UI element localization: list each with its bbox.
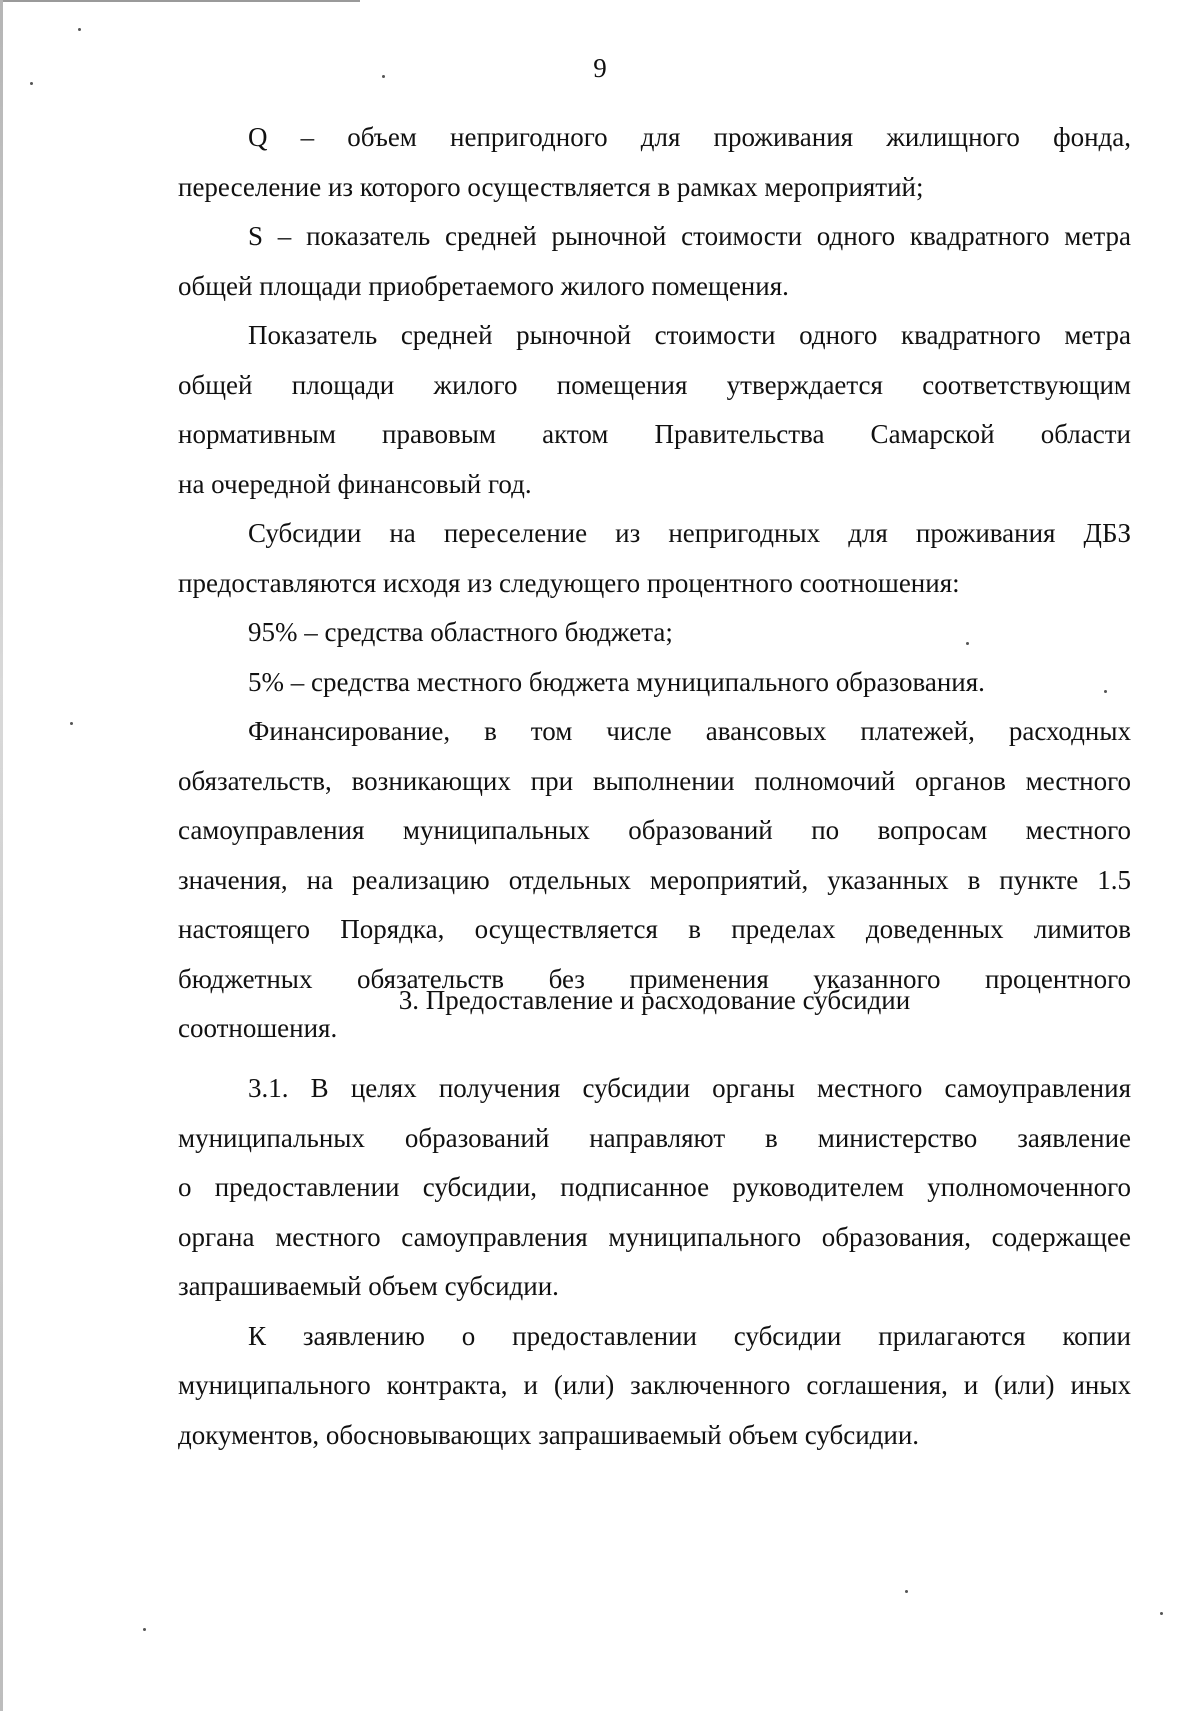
paragraph-price-indicator-line: Показатель средней рыночной стоимости одного квадратного метра: [248, 320, 1131, 350]
paragraph-attachments-line: документов, обосновывающих запрашиваемый объем субсидии.: [178, 1419, 920, 1450]
scan-speck: [143, 1628, 146, 1631]
section-heading: 3. Предоставление и расходование субсидии: [398, 985, 911, 1015]
paragraph-attachments-line: К заявлению о предоставлении субсидии прилагаются копии: [248, 1320, 1131, 1351]
paragraph-3-1-line: запрашиваемый объем субсидии.: [178, 1271, 559, 1301]
paragraph-3-1-line: 3.1. В целях получения субсидии органы местного самоуправления: [248, 1073, 1131, 1103]
paragraph-subsidy-ratio-line: предоставляются исходя из следующего процентного соотношения:: [178, 567, 960, 598]
paragraph-s-line: S – показатель средней рыночной стоимости одного квадратного метра: [248, 221, 1131, 251]
paragraph-3-1-line: о предоставлении субсидии, подписанное руководителем уполномоченного: [178, 1172, 1131, 1202]
scan-speck: [905, 1590, 908, 1593]
page-number: 9: [593, 53, 607, 83]
paragraph-3-1-line: муниципальных образований направляют в министерство заявление: [178, 1122, 1131, 1153]
paragraph-local-budget-share: 5% – средства местного бюджета муниципального образования.: [248, 666, 985, 697]
paragraph-financing-line: бюджетных обязательств без применения указанного процентного: [178, 963, 1131, 994]
paragraph-price-indicator-line: нормативным правовым актом Правительства Самарской области: [178, 419, 1131, 449]
scan-top-edge: [0, 0, 360, 2]
paragraph-s-line: общей площади приобретаемого жилого помещения.: [178, 270, 789, 301]
scan-left-edge: [0, 0, 3, 1711]
paragraph-financing-line: настоящего Порядка, осуществляется в пределах доведенных лимитов: [178, 914, 1131, 944]
paragraph-financing-line: значения, на реализацию отдельных мероприятий, указанных в пункте 1.5: [178, 864, 1131, 895]
paragraph-price-indicator-line: общей площади жилого помещения утверждается соответствующим: [178, 369, 1131, 400]
paragraph-regional-budget-share: 95% – средства областного бюджета;: [248, 617, 673, 647]
paragraph-financing-line: соотношения.: [178, 1013, 338, 1043]
paragraph-price-indicator-line: на очередной финансовый год.: [178, 468, 532, 499]
paragraph-financing-line: обязательств, возникающих при выполнении полномочий органов местного: [178, 765, 1131, 796]
paragraph-attachments-line: муниципального контракта, и (или) заключенного соглашения, и (или) иных: [178, 1370, 1131, 1400]
scan-speck: [70, 722, 73, 725]
scan-speck: [1160, 1612, 1163, 1615]
body-text-lower: [178, 1064, 1131, 1460]
paragraph-q-line: Q – объем непригодного для проживания жилищного фонда,: [248, 122, 1131, 152]
paragraph-financing-line: Финансирование, в том числе авансовых платежей, расходных: [248, 716, 1131, 746]
scan-speck: [78, 28, 81, 31]
body-text-upper: [178, 113, 1131, 1054]
paragraph-financing-line: самоуправления муниципальных образований по вопросам местного: [178, 815, 1131, 845]
paragraph-3-1-line: органа местного самоуправления муниципального образования, содержащее: [178, 1221, 1131, 1252]
paragraph-subsidy-ratio-line: Субсидии на переселение из непригодных для проживания ДБЗ: [248, 518, 1131, 548]
paragraph-q-line: переселение из которого осуществляется в рамках мероприятий;: [178, 171, 924, 202]
